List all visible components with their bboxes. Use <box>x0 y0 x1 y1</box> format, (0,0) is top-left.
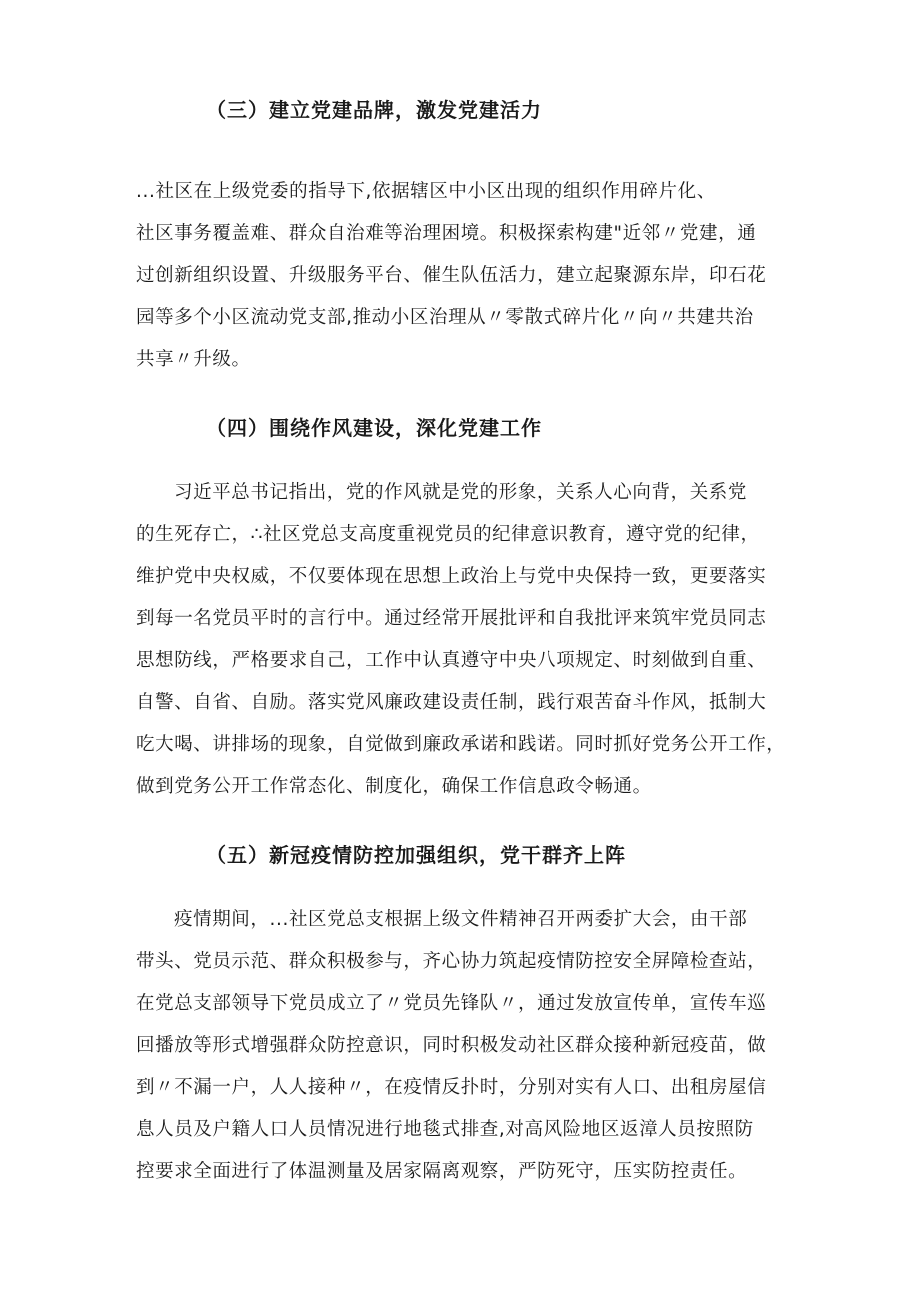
paragraph-line: 息人员及户籍人口人员情况进行地毯式排查,对高风险地区返漳人员按照防 <box>136 1119 754 1140</box>
paragraph-line: 吃大喝、讲排场的现象，自觉做到廉政承诺和践诺。同时抓好党务公开工作， <box>136 734 786 755</box>
paragraph-line: 过创新组织设置、升级服务平台、催生队伍活力，建立起聚源东岸，印石花 <box>136 265 767 286</box>
paragraph-line: 维护党中央权威，不仅要体现在思想上政治上与党中央保持一致，更要落实 <box>136 566 767 587</box>
paragraph-line: 思想防线，严格要求自己，工作中认真遵守中央八项规定、时刻做到自重、 <box>136 650 767 671</box>
paragraph-line: ...社区在上级党委的指导下,依据辖区中小区出现的组织作用碎片化、 <box>136 181 716 202</box>
paragraph-line: 疫情期间，...社区党总支根据上级文件精神召开两委扩大会，由干部 <box>174 909 748 930</box>
paragraph-line: 带头、党员示范、群众积极参与，齐心协力筑起疫情防控安全屏障检查站， <box>136 951 767 972</box>
paragraph-line: 习近平总书记指出，党的作风就是党的形象，关系人心向背，关系党 <box>174 482 748 503</box>
paragraph-line: 园等多个小区流动党支部,推动小区治理从〃零散式碎片化〃向〃共建共治 <box>136 307 754 328</box>
paragraph-line: 的生死存亡，∴社区党总支高度重视党员的纪律意识教育，遵守党的纪律， <box>136 524 760 545</box>
paragraph-line: 到每一名党员平时的言行中。通过经常开展批评和自我批评来筑牢党员同志 <box>136 608 767 629</box>
paragraph-line: 做到党务公开工作常态化、制度化，确保工作信息政令畅通。 <box>136 776 652 797</box>
paragraph-line: 在党总支部领导下党员成立了〃党员先锋队〃，通过发放宣传单，宣传车巡 <box>136 993 767 1014</box>
paragraph-line: 回播放等形式增强群众防控意识，同时积极发动社区群众接种新冠疫苗，做 <box>136 1035 767 1056</box>
section-heading-3: （三）建立党建品牌，激发党建活力 <box>206 98 542 122</box>
paragraph-line: 控要求全面进行了体温测量及居家隔离观察，严防死守，压实防控责任。 <box>136 1161 748 1182</box>
section-heading-5: （五）新冠疫情防控加强组织，党干群齐上阵 <box>206 843 626 867</box>
paragraph-line: 共享〃升级。 <box>136 349 251 370</box>
paragraph-line: 到〃不漏一户，人人接种〃，在疫情反扑时，分别对实有人口、出租房屋信 <box>136 1077 767 1098</box>
paragraph-line: 自警、自省、自励。落实党风廉政建设责任制，践行艰苦奋斗作风，抵制大 <box>136 692 767 713</box>
section-heading-4: （四）围绕作风建设，深化党建工作 <box>206 416 542 440</box>
paragraph-line: 社区事务覆盖难、群众自治难等治理困境。积极探索构建"近邻〃党建，通 <box>136 223 757 244</box>
